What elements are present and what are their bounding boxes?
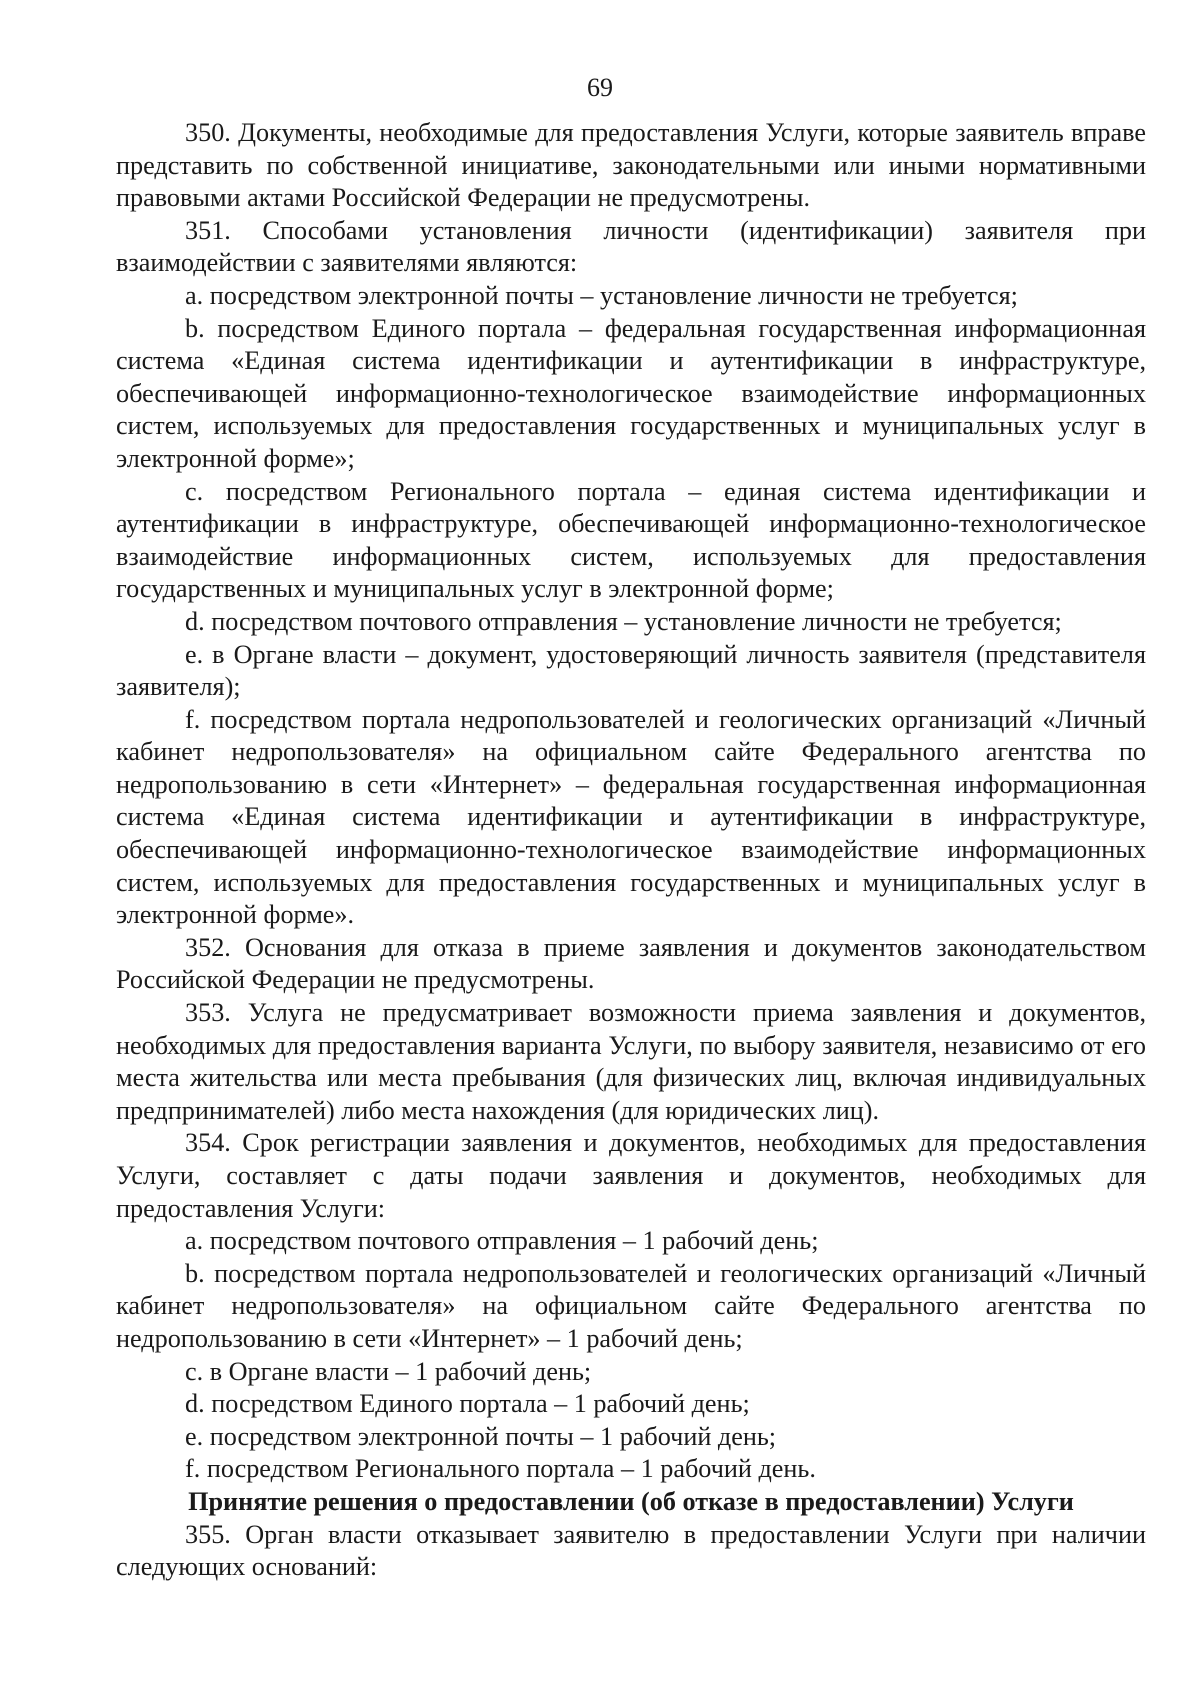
paragraph-353: 353. Услуга не предусматривает возможности приема заявления и документов, необходимых для предоставления варианта Услуги, по выбору заявителя, независимо от его места жительства или места пребывания (для физических лиц, включая индивидуальных предпринимателей) либо места нахождения (для юридических лиц). (116, 998, 1146, 1125)
list-item-351-e: e. в Органе власти – документ, удостоверяющий личность заявителя (представителя заявителя); (116, 639, 1146, 702)
list-item-351-d: d. посредством почтового отправления – установление личности не требуется; (185, 606, 1062, 636)
list-item-351-b: b. посредством Единого портала – федеральная государственная информационная система «Единая система идентификации и аутентификации в инфраструктуре, обеспечивающей информационно-технологическое взаимодействие информационных систем, используемых для предоставления государственных и муниципальных услуг в электронной форме»; (116, 313, 1146, 473)
paragraph-351: 351. Способами установления личности (идентификации) заявителя при взаимодействии с заявителями являются: (116, 215, 1146, 278)
list-item-354-b: b. посредством портала недропользователей и геологических организаций «Личный кабинет недропользователя» на официальном сайте Федерального агентства по недропользованию в сети «Интернет» – 1 рабочий день; (116, 1258, 1146, 1353)
paragraph-350: 350. Документы, необходимые для предоставления Услуги, которые заявитель вправе представить по собственной инициативе, законодательными или иными нормативными правовыми актами Российской Федерации не предусмотрены. (116, 118, 1146, 213)
document-body (116, 117, 1146, 1584)
page-number: 69 (587, 73, 613, 102)
paragraph-355: 355. Орган власти отказывает заявителю в предоставлении Услуги при наличии следующих оснований: (116, 1519, 1146, 1582)
paragraph-354: 354. Срок регистрации заявления и документов, необходимых для предоставления Услуги, составляет с даты подачи заявления и документов, необходимых для предоставления Услуги: (116, 1128, 1146, 1223)
list-item-351-f: f. посредством портала недропользователей и геологических организаций «Личный кабинет недропользователя» на официальном сайте Федерального агентства по недропользованию в сети «Интернет» – федеральная государственная информационная система «Единая система идентификации и аутентификации в инфраструктуре, обеспечивающей информационно-технологическое взаимодействие информационных систем, используемых для предоставления государственных и муниципальных услуг в электронной форме». (116, 704, 1146, 930)
list-item-351-c: c. посредством Регионального портала – единая система идентификации и аутентификации в инфраструктуре, обеспечивающей информационно-технологическое взаимодействие информационных систем, используемых для предоставления государственных и муниципальных услуг в электронной форме; (116, 476, 1146, 604)
list-item-354-e: e. посредством электронной почты – 1 рабочий день; (185, 1421, 777, 1451)
paragraph-352: 352. Основания для отказа в приеме заявления и документов законодательством Российской Федерации не предусмотрены. (116, 932, 1146, 995)
list-item-354-f: f. посредством Регионального портала – 1 рабочий день. (185, 1454, 816, 1484)
list-item-354-a: a. посредством почтового отправления – 1 рабочий день; (185, 1226, 819, 1256)
list-item-354-d: d. посредством Единого портала – 1 рабочий день; (185, 1389, 750, 1419)
list-item-354-c: c. в Органе власти – 1 рабочий день; (185, 1356, 592, 1386)
section-heading: Принятие решения о предоставлении (об отказе в предоставлении) Услуги (188, 1486, 1074, 1516)
list-item-351-a: a. посредством электронной почты – установление личности не требуется; (185, 280, 1018, 310)
